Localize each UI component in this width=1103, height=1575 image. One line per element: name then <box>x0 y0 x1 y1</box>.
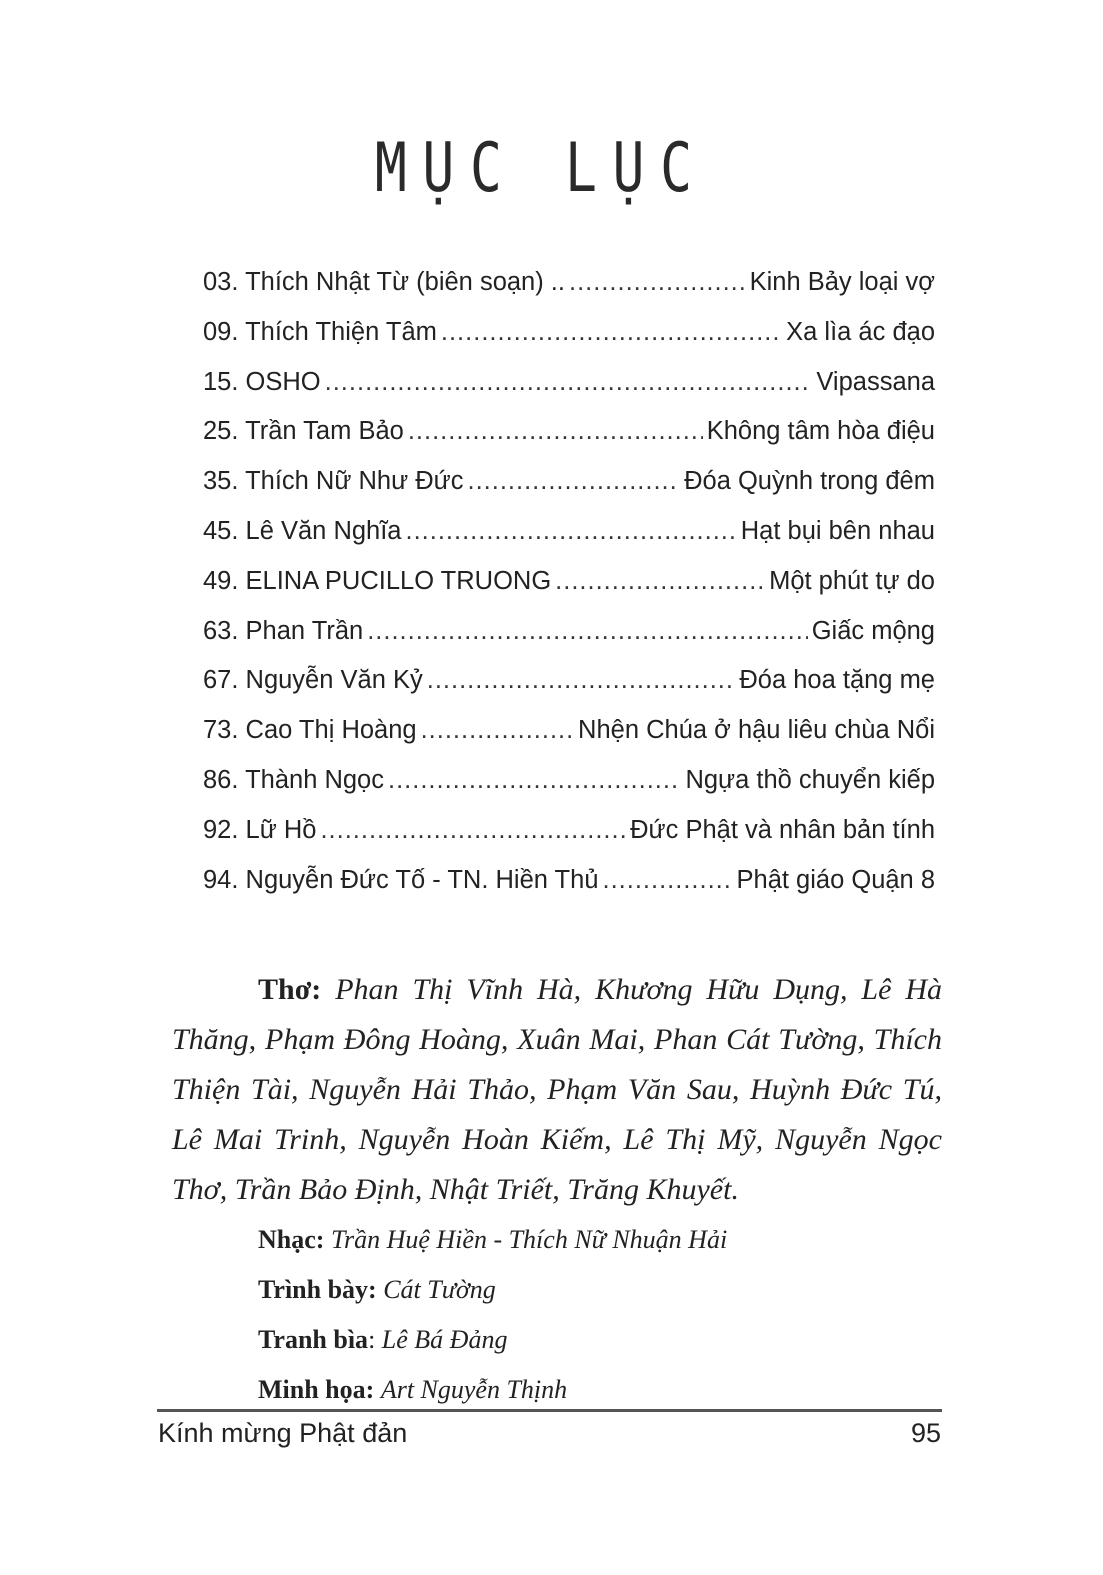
toc-entry <box>203 866 935 916</box>
music-label: Nhạc: <box>258 1225 325 1254</box>
toc-entry <box>203 766 935 816</box>
toc-entry <box>203 368 935 418</box>
credits-block <box>172 965 942 1415</box>
toc-dot-leader <box>441 318 782 347</box>
toc-dot-leader <box>427 666 736 695</box>
toc-entry-title: Không tâm hòa điệu <box>706 417 935 446</box>
toc-entry <box>203 716 935 766</box>
toc-entry-author: 35. Thích Nữ Như Đức <box>203 467 464 496</box>
toc-entry-title: Nhện Chúa ở hậu liêu chùa Nổi <box>578 716 935 745</box>
toc-entry-title: Giấc mộng <box>811 616 935 645</box>
music-credit <box>172 1215 942 1265</box>
toc-entry-author: 73. Cao Thị Hoàng <box>203 716 417 745</box>
performance-credit <box>172 1265 942 1315</box>
toc-dot-leader <box>555 567 765 596</box>
toc-entry <box>203 617 935 667</box>
toc-entry-author: 94. Nguyễn Đức Tố - TN. Hiền Thủ <box>203 865 599 894</box>
illustration-value: Art Nguyễn Thịnh <box>380 1375 568 1404</box>
toc-entry-title: Vipassana <box>816 367 935 396</box>
performance-value: Cát Tường <box>383 1275 496 1304</box>
running-footer-title: Kính mừng Phật đản <box>158 1418 408 1448</box>
toc-dot-leader <box>569 268 746 297</box>
toc-entry-author: 63. Phan Trần <box>203 616 364 645</box>
toc-entry-title: Ngựa thồ chuyển kiếp <box>685 765 935 794</box>
toc-entry-title: Hạt bụi bên nhau <box>740 516 935 545</box>
toc-entry-author: 09. Thích Thiện Tâm <box>203 317 437 346</box>
poetry-label: Thơ: <box>258 973 322 1006</box>
toc-entry-title: Một phút tự do <box>769 566 935 595</box>
toc-dot-leader <box>468 467 681 496</box>
toc-entry-author: 03. Thích Nhật Từ (biên soạn) .. <box>203 268 565 296</box>
toc-entry-author: 25. Trần Tam Bảo <box>203 417 404 446</box>
toc-entry-title: Đức Phật và nhân bản tính <box>630 815 935 844</box>
illustration-label: Minh họa: <box>258 1375 375 1404</box>
toc-entry <box>203 467 935 517</box>
toc-dot-leader <box>603 866 733 895</box>
toc-dot-leader <box>367 617 807 646</box>
toc-entry <box>203 417 935 467</box>
toc-dot-leader <box>320 816 626 845</box>
toc-entry <box>203 816 935 866</box>
toc-entry-author: 67. Nguyễn Văn Kỷ <box>203 666 423 695</box>
cover-separator: : <box>368 1325 376 1354</box>
toc-dot-leader <box>388 766 681 795</box>
cover-label: Tranh bìa <box>258 1325 369 1354</box>
toc-entry <box>203 517 935 567</box>
toc-entry-title: Đóa hoa tặng mẹ <box>739 666 935 695</box>
performance-label: Trình bày: <box>258 1275 377 1304</box>
poetry-names: Phan Thị Vĩnh Hà, Khương Hữu Dụng, Lê Hà Thăng, Phạm Đông Hoàng, Xuân Mai, Phan Cát Tường, Thích Thiện Tài, Nguyễn Hải Thảo, Phạm Văn Sau, Huỳnh Đức Tú, Lê Mai Trinh, Nguyễn Hoàn Kiếm, Lê Thị Mỹ, Nguyễn Ngọc Thơ, Trần Bảo Định, Nhật Triết, Trăng Khuyết. <box>172 973 942 1206</box>
table-of-contents <box>203 268 935 915</box>
toc-dot-leader <box>405 517 736 546</box>
music-value: Trần Huệ Hiền - Thích Nữ Nhuận Hải <box>330 1225 728 1254</box>
cover-value: Lê Bá Đảng <box>381 1325 508 1354</box>
footer-divider <box>157 1409 942 1412</box>
toc-entry <box>203 318 935 368</box>
page-title: MỤC LỤC <box>374 129 708 208</box>
toc-dot-leader <box>421 716 574 745</box>
page-number: 95 <box>910 1418 941 1448</box>
toc-entry-author: 45. Lê Văn Nghĩa <box>203 516 402 545</box>
toc-entry-title: Đóa Quỳnh trong đêm <box>684 467 935 496</box>
toc-entry <box>203 268 935 318</box>
toc-dot-leader <box>408 417 703 446</box>
toc-entry-title: Xa lìa ác đạo <box>786 317 935 346</box>
toc-entry-title: Phật giáo Quận 8 <box>736 865 935 894</box>
toc-entry-title: Kinh Bảy loại vợ <box>749 268 935 296</box>
illustration-credit <box>172 1365 942 1415</box>
toc-entry-author: 92. Lữ Hồ <box>203 815 317 844</box>
toc-entry-author: 49. ELINA PUCILLO TRUONG <box>203 566 552 595</box>
toc-entry-author: 86. Thành Ngọc <box>203 765 384 794</box>
cover-credit <box>172 1315 942 1365</box>
poetry-credits <box>172 965 942 1215</box>
toc-entry <box>203 666 935 716</box>
toc-entry-author: 15. OSHO <box>203 367 321 396</box>
toc-entry <box>203 567 935 617</box>
toc-dot-leader <box>325 368 813 397</box>
